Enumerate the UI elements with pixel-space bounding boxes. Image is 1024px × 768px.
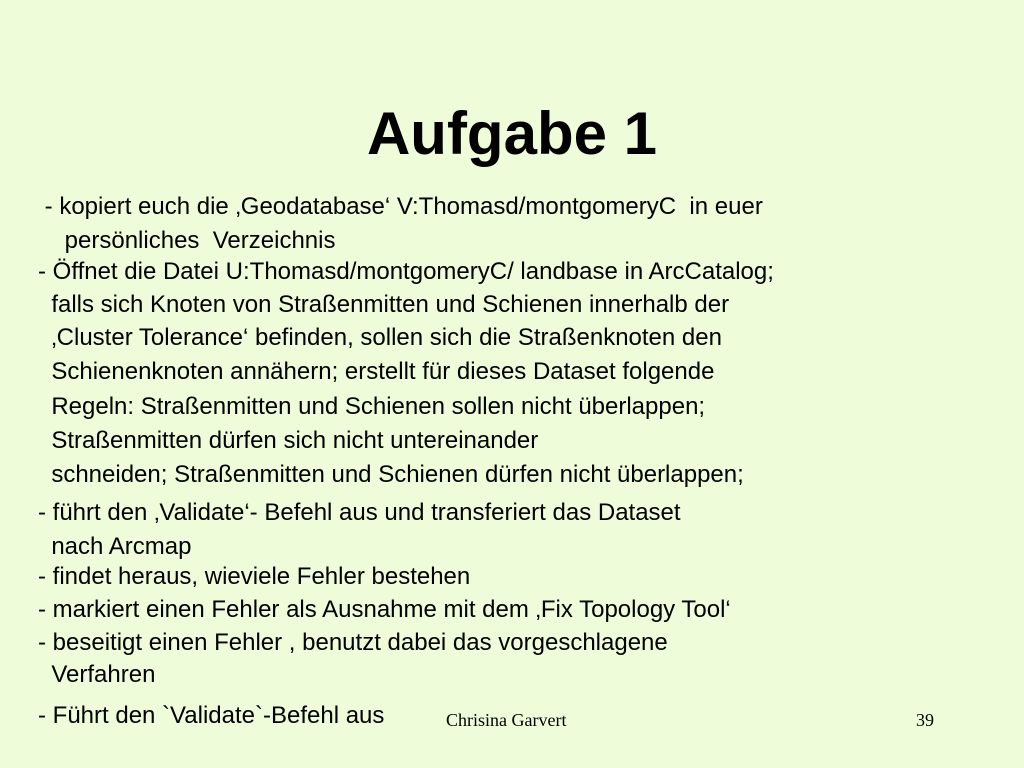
body-line: - kopiert euch die ‚Geodatabase‘ V:Thomasd/montgomeryC in euer [38,193,763,220]
body-line: Verfahren [38,661,156,688]
body-line: - führt den ‚Validate‘- Befehl aus und transferiert das Dataset [38,499,681,526]
body-line: - beseitigt einen Fehler , benutzt dabei das vorgeschlagene [38,629,668,656]
body-line: Schienenknoten annähern; erstellt für dieses Dataset folgende [38,358,715,385]
slide-title: Aufgabe 1 [366,100,658,167]
body-line: persönliches Verzeichnis [38,227,336,254]
body-line: Regeln: Straßenmitten und Schienen sollen nicht überlappen; [38,393,706,420]
body-line: - markiert einen Fehler als Ausnahme mit dem ‚Fix Topology Tool‘ [38,596,731,623]
page-number: 39 [916,710,934,730]
footer-author: Chrisina Garvert [446,710,567,730]
body-line: falls sich Knoten von Straßenmitten und Schienen innerhalb der [38,291,730,318]
body-line: - findet heraus, wieviele Fehler bestehen [38,563,471,590]
body-line: schneiden; Straßenmitten und Schienen dürfen nicht überlappen; [38,461,744,488]
body-line: - Führt den `Validate`-Befehl aus [38,702,385,729]
body-line: Straßenmitten dürfen sich nicht untereinander [38,427,539,454]
body-line: ‚Cluster Tolerance‘ befinden, sollen sich die Straßenknoten den [38,324,722,351]
body-line: - Öffnet die Datei U:Thomasd/montgomeryC/ landbase in ArcCatalog; [38,258,774,285]
body-line: nach Arcmap [38,533,192,560]
